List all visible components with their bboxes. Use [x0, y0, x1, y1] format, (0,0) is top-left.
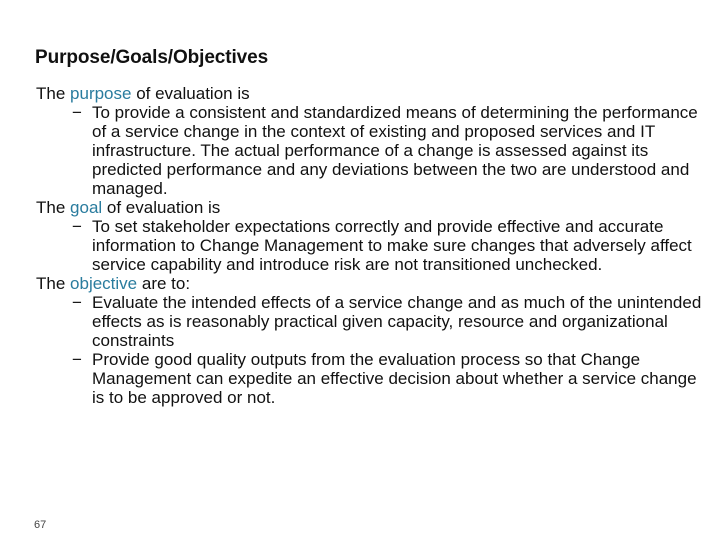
goal-keyword: goal	[70, 198, 103, 217]
slide-title: Purpose/Goals/Objectives	[35, 47, 269, 68]
purpose-suffix: of evaluation is	[131, 84, 250, 103]
purpose-prefix: The	[36, 84, 71, 103]
objective-bullet-text: Provide good quality outputs from the evaluation process so that Change Management can expedite an effective decision about whether a service change is to be approved or not.	[92, 350, 697, 407]
dash-bullet-icon: −	[72, 350, 82, 369]
goal-bullet	[72, 217, 706, 274]
purpose-heading	[36, 84, 706, 103]
objective-bullet-2	[72, 350, 706, 407]
goal-heading	[36, 198, 706, 217]
objective-bullet-text: Evaluate the intended effects of a service change and as much of the unintended effects as is reasonably practical given capacity, resource and organizational constraints	[92, 293, 702, 350]
goal-suffix: of evaluation is	[102, 198, 221, 217]
goal-bullet-text: To set stakeholder expectations correctly and provide effective and accurate information to Change Management to make sure changes that adversely affect service capability and introduce risk are not transitioned unchecked.	[92, 217, 692, 274]
purpose-keyword: purpose	[70, 84, 132, 103]
dash-bullet-icon: −	[72, 217, 82, 236]
purpose-bullet-text: To provide a consistent and standardized means of determining the performance of a service change in the context of existing and proposed services and IT infrastructure. The actual performance of a change is assessed against its predicted performance and any deviations between the two are understood and managed.	[92, 103, 698, 198]
objective-suffix: are to:	[137, 274, 191, 293]
objective-heading	[36, 274, 706, 293]
objective-prefix: The	[36, 274, 71, 293]
goal-prefix: The	[36, 198, 71, 217]
objective-bullet-1	[72, 293, 706, 350]
dash-bullet-icon: −	[72, 103, 82, 122]
objective-keyword: objective	[70, 274, 138, 293]
slide-content	[36, 84, 706, 407]
purpose-bullet	[72, 103, 706, 198]
page-number: 67	[34, 519, 47, 531]
dash-bullet-icon: −	[72, 293, 82, 312]
